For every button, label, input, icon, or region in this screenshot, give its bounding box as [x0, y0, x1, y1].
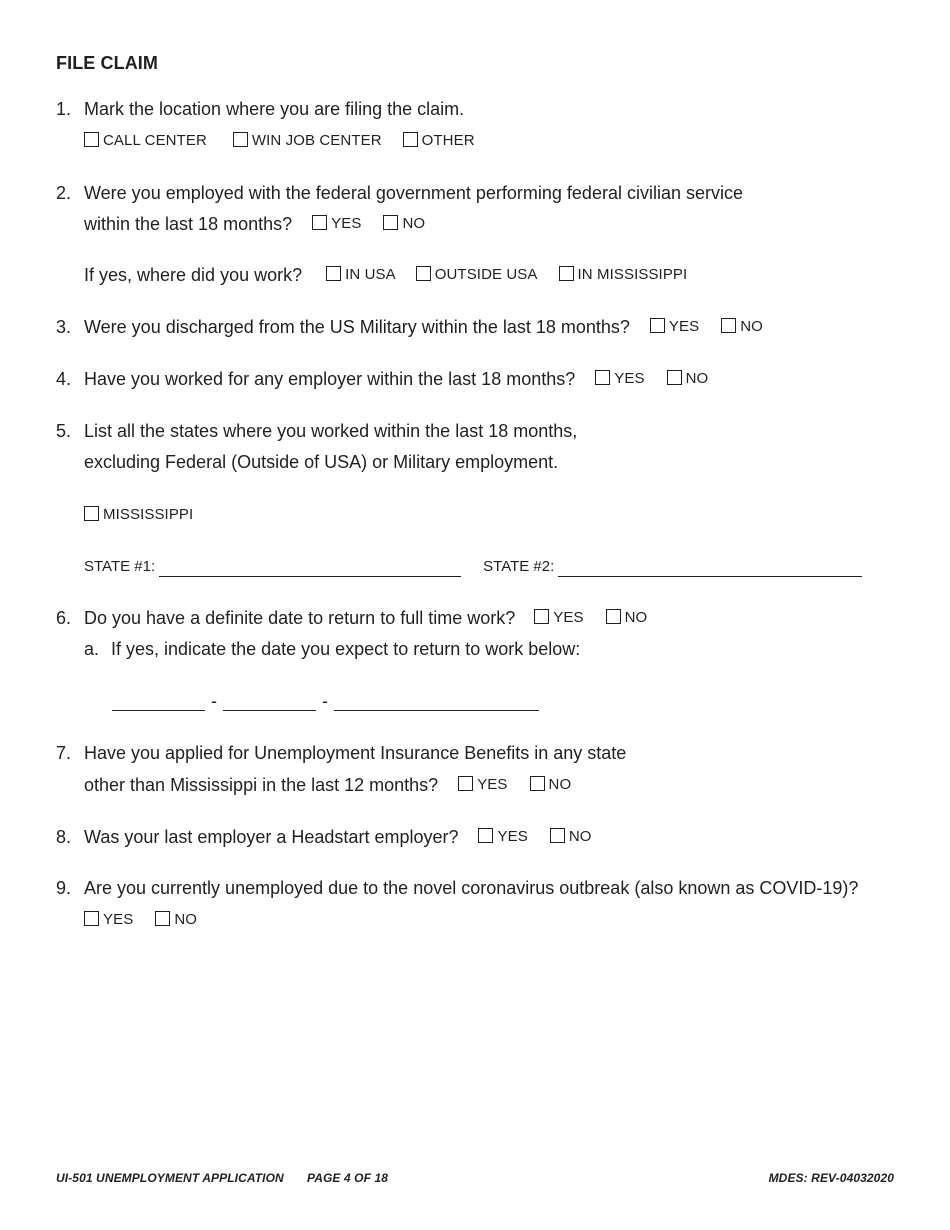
page-title: FILE CLAIM	[56, 53, 158, 73]
checkbox-icon[interactable]	[721, 318, 736, 333]
q2-number: 2.	[56, 183, 72, 203]
q5-number: 5.	[56, 421, 72, 441]
checkbox-icon[interactable]	[233, 132, 248, 147]
outside-usa-label: OUTSIDE USA	[434, 266, 538, 283]
q6-no-label: NO	[624, 609, 648, 626]
checkbox-icon[interactable]	[606, 609, 621, 624]
q2-line2-text: within the last 18 months?	[84, 214, 293, 234]
q3-no-label: NO	[740, 318, 763, 335]
q3-text: Were you discharged from the US Military within the last 18 months?	[84, 317, 630, 337]
q7-line2	[84, 774, 571, 796]
q6-yes-label: YES	[553, 609, 584, 626]
checkbox-icon[interactable]	[84, 911, 99, 926]
q6-number: 6.	[56, 608, 72, 628]
q6-no-checkbox[interactable]	[606, 607, 648, 629]
q7-line1: Have you applied for Unemployment Insurance Benefits in any state	[84, 743, 627, 763]
state1-label: STATE #1:	[84, 558, 156, 575]
q6-yes-checkbox[interactable]	[534, 607, 583, 629]
return-year-input[interactable]	[334, 696, 539, 711]
q5-line1: List all the states where you worked within the last 18 months,	[84, 421, 578, 441]
q6-row	[84, 607, 647, 629]
q4-row	[84, 368, 708, 390]
other-checkbox[interactable]	[403, 130, 475, 152]
q5-options	[84, 504, 193, 526]
q8-yes-checkbox[interactable]	[478, 826, 527, 848]
checkbox-icon[interactable]	[595, 370, 610, 385]
q9-yes-checkbox[interactable]	[84, 909, 133, 931]
checkbox-icon[interactable]	[84, 132, 99, 147]
q2-line1: Were you employed with the federal government performing federal civilian service	[84, 183, 743, 203]
q9-options	[84, 909, 197, 931]
call-center-label: CALL CENTER	[103, 132, 207, 149]
checkbox-icon[interactable]	[383, 215, 398, 230]
state1-input[interactable]	[159, 562, 461, 577]
q3-yes-label: YES	[668, 318, 700, 335]
q4-number: 4.	[56, 369, 72, 389]
checkbox-icon[interactable]	[667, 370, 682, 385]
q4-no-checkbox[interactable]	[667, 368, 709, 390]
win-job-center-checkbox[interactable]	[233, 130, 382, 152]
q2-no-label: NO	[402, 215, 426, 232]
mississippi-checkbox[interactable]	[84, 504, 193, 526]
q2-followup-text: If yes, where did you work?	[84, 265, 303, 285]
q9-text: Are you currently unemployed due to the novel coronavirus outbreak (also known as COVID-19)?	[84, 878, 859, 898]
q9-number: 9.	[56, 878, 72, 898]
q2-yes-label: YES	[331, 215, 362, 232]
in-mississippi-label: IN MISSISSIPPI	[577, 266, 688, 283]
checkbox-icon[interactable]	[155, 911, 170, 926]
q2-yes-checkbox[interactable]	[312, 213, 361, 235]
footer-revision: MDES: REV-04032020	[768, 1171, 894, 1185]
q1-options	[84, 130, 475, 152]
return-day-input[interactable]	[223, 696, 316, 711]
in-mississippi-checkbox[interactable]	[559, 264, 688, 286]
q8-number: 8.	[56, 827, 72, 847]
q6a-text: If yes, indicate the date you expect to return to work below:	[111, 639, 581, 659]
footer-page-number: PAGE 4 OF 18	[307, 1171, 389, 1185]
return-date-field	[112, 690, 539, 712]
mississippi-label: MISSISSIPPI	[103, 506, 194, 523]
q4-text: Have you worked for any employer within the last 18 months?	[84, 369, 576, 389]
checkbox-icon[interactable]	[559, 266, 574, 281]
q6-text: Do you have a definite date to return to full time work?	[84, 608, 516, 628]
q2-followup	[84, 264, 687, 286]
q9-no-checkbox[interactable]	[155, 909, 197, 931]
checkbox-icon[interactable]	[550, 828, 565, 843]
q9-yes-label: YES	[103, 911, 134, 928]
in-usa-label: IN USA	[345, 266, 396, 283]
q7-line2-text: other than Mississippi in the last 12 months?	[84, 775, 439, 795]
q4-yes-checkbox[interactable]	[595, 368, 644, 390]
checkbox-icon[interactable]	[650, 318, 665, 333]
q2-no-checkbox[interactable]	[383, 213, 425, 235]
checkbox-icon[interactable]	[84, 506, 99, 521]
state2-label: STATE #2:	[483, 558, 555, 575]
q8-row	[84, 826, 592, 848]
q4-no-label: NO	[685, 370, 709, 387]
q6a-label: a.	[84, 639, 100, 659]
checkbox-icon[interactable]	[530, 776, 545, 791]
q1-number: 1.	[56, 99, 72, 119]
q4-yes-label: YES	[614, 370, 645, 387]
q7-no-checkbox[interactable]	[530, 774, 572, 796]
q3-row	[84, 316, 763, 338]
checkbox-icon[interactable]	[312, 215, 327, 230]
q7-yes-checkbox[interactable]	[458, 774, 507, 796]
checkbox-icon[interactable]	[534, 609, 549, 624]
state2-input[interactable]	[558, 562, 862, 577]
checkbox-icon[interactable]	[403, 132, 418, 147]
footer-form-id: UI-501 UNEMPLOYMENT APPLICATION	[56, 1171, 284, 1185]
checkbox-icon[interactable]	[416, 266, 431, 281]
q7-number: 7.	[56, 743, 72, 763]
win-job-center-label: WIN JOB CENTER	[251, 132, 382, 149]
other-label: OTHER	[421, 132, 475, 149]
return-month-input[interactable]	[112, 696, 205, 711]
q9-no-label: NO	[174, 911, 198, 928]
q8-yes-label: YES	[497, 828, 528, 845]
q8-no-checkbox[interactable]	[550, 826, 592, 848]
q8-no-label: NO	[568, 828, 592, 845]
state-fields	[84, 556, 862, 578]
checkbox-icon[interactable]	[326, 266, 341, 281]
checkbox-icon[interactable]	[478, 828, 493, 843]
q8-text: Was your last employer a Headstart employer?	[84, 827, 459, 847]
q3-yes-checkbox[interactable]	[650, 316, 699, 338]
outside-usa-checkbox[interactable]	[416, 264, 538, 286]
q3-no-checkbox[interactable]	[721, 316, 763, 338]
q7-yes-label: YES	[477, 776, 508, 793]
date-separator: -	[211, 691, 217, 711]
date-separator: -	[322, 691, 328, 711]
q1-text: Mark the location where you are filing the claim.	[84, 99, 465, 119]
call-center-checkbox[interactable]	[84, 130, 207, 152]
checkbox-icon[interactable]	[458, 776, 473, 791]
q7-no-label: NO	[548, 776, 572, 793]
q3-number: 3.	[56, 317, 72, 337]
q5-line2: excluding Federal (Outside of USA) or Military employment.	[84, 452, 559, 472]
q6a-row	[84, 638, 580, 660]
in-usa-checkbox[interactable]	[326, 264, 396, 286]
q2-line2	[84, 213, 425, 235]
